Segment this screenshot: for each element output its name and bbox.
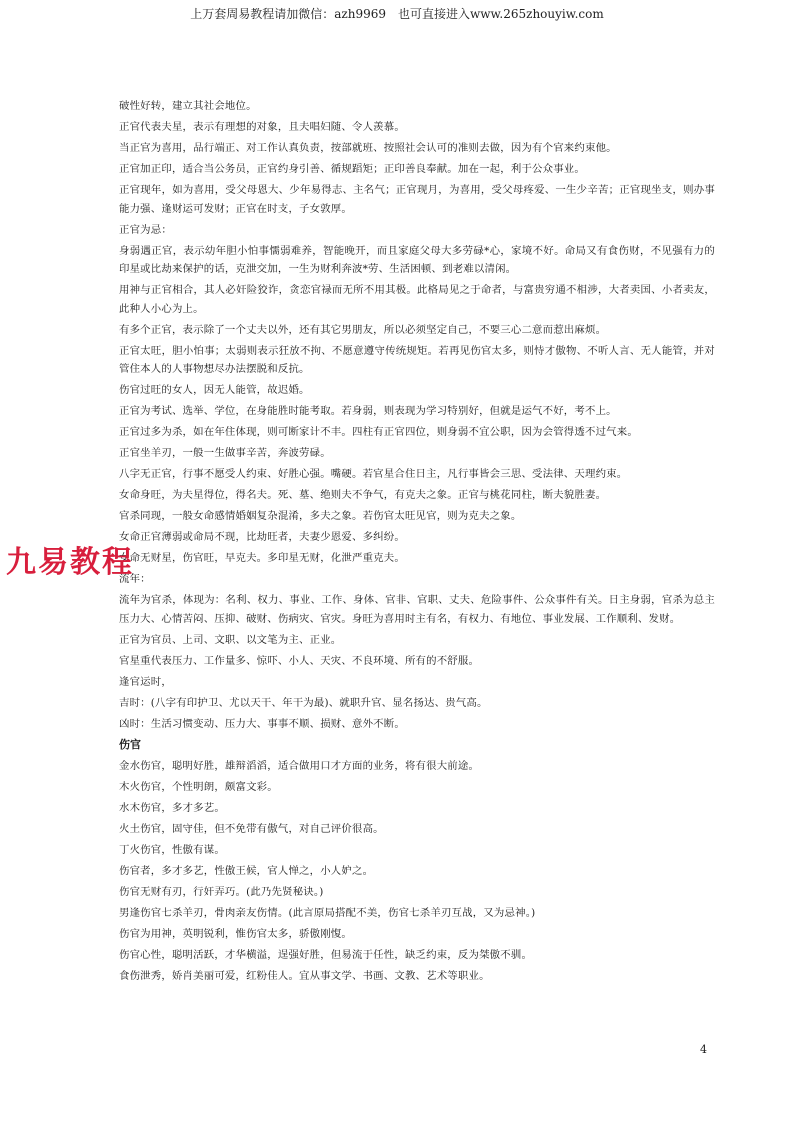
page-header: 上万套周易教程请加微信：azh9969 也可直接进入www.265zhouyiw.com: [190, 7, 604, 21]
paragraph: 逢官运时，: [119, 675, 172, 688]
paragraph: 八字无正官，行事不愿受人约束、好胜心强。嘴硬。若官星合住日主，凡行事皆会三思、受法律、天理约束。: [119, 468, 628, 480]
paragraph: 伤官无财有刃，行奸弄巧。(此乃先贤秘诀。): [119, 885, 324, 898]
paragraph: 伤官者，多才多艺，性傲王候，官人惮之，小人妒之。: [119, 864, 374, 877]
paragraph: 伤官过旺的女人，因无人能管，故迟婚。: [119, 384, 310, 396]
paragraph: 有多个正官，表示除了一个丈夫以外，还有其它男朋友，所以必须坚定自己，不要三心二意而惹出麻烦。: [119, 323, 607, 336]
paragraph: 破性好转，建立其社会地位。: [119, 100, 257, 112]
paragraph: 正官现年，如为喜用，受父母恩大、少年易得志、主名气；正官现月，为喜用，受父母疼爱、一生少辛苦；正官现坐支，则办事能力强、逢财运可发财；正官在时支，子女敦厚。: [119, 184, 715, 215]
paragraph: 用神与正官相合，其人必奸险狡诈，贪恋官禄而无所不用其极。此格局见之于命者，与富贵穷通不相涉，大者卖国、小者卖友，此种人小心为上。: [119, 284, 715, 315]
paragraph: 伤官为用神，英明锐利，惟伤官太多，骄傲刚愎。: [119, 927, 352, 940]
paragraph: 正官为官员、上司、文职、以文笔为主、正业。: [119, 633, 342, 646]
paragraph: 流年为官杀，体现为：名利、权力、事业、工作、身体、官非、官职、丈夫、危险事件、公众事件有关。日主身弱，官杀为总主压力大、心情苦闷、压抑、破财、伤病灾、官灾。身旺为喜用时主有名，有权力、有地位、事业发展、工作顺利、发财。: [119, 594, 715, 625]
paragraph: 当正官为喜用，品行端正、对工作认真负责，按部就班、按照社会认可的准则去做，因为有个官来约束他。: [119, 142, 617, 154]
paragraph: 流年：: [119, 573, 151, 585]
paragraph: 水木伤官，多才多艺。: [119, 801, 225, 814]
paragraph: 金水伤官，聪明好胜，雄辩滔滔，适合做用口才方面的业务，将有很大前途。: [119, 759, 480, 772]
paragraph: 正官为考试、选举、学位，在身能胜时能考取。若身弱，则表现为学习特别好，但就是运气不好，考不上。: [119, 405, 617, 417]
paragraph: 正官太旺，胆小怕事；太弱则表示狂放不拘、不愿意遵守传统规矩。若再见伤官太多，则恃才傲物、不听人言、无人能管，并对管住本人的人事物想尽办法摆脱和反抗。: [119, 344, 715, 375]
paragraph: 正官过多为杀，如在年住体现，则可断家计不丰。四柱有正官四位，则身弱不宜公职，因为会管得透不过气来。: [119, 426, 638, 438]
paragraph: 女命身旺，为夫星得位，得名夫。死、墓、绝则夫不争气，有克夫之象。正官与桃花同柱，断夫貌胜妻。: [119, 489, 607, 501]
paragraph: 官杀同现，一般女命感情婚姻复杂混淆，多夫之象。若伤官太旺见官，则为克夫之象。: [119, 510, 522, 522]
paragraph: 火土伤官，固守佳，但不免带有傲气，对自己评价很高。: [119, 822, 384, 835]
paragraph: 身弱遇正官，表示幼年胆小怕事懦弱难养，智能晚开，而且家庭父母大多劳碌*心，家境不好。命局又有食伤财，不见强有力的印星或比劫来保护的话，克泄交加，一生为财利奔波*劳、生活困顿、到老难以清闲。: [119, 244, 715, 275]
paragraph: 正官为忌：: [119, 223, 172, 236]
document-body: [119, 97, 715, 988]
watermark-logo: 九易教程: [6, 545, 134, 580]
paragraph: 正官代表夫星，表示有理想的对象，且夫唱妇随、令人羡慕。: [119, 121, 405, 133]
paragraph: 正官加正印，适合当公务员，正官约身引善、循规蹈矩；正印善良奉献。加在一起，利于公众事业。: [119, 163, 585, 175]
paragraph: 吉时：(八字有印护卫、尤以天干、年干为最)、就职升官、显名扬达、贵气高。: [119, 696, 488, 709]
paragraph: 木火伤官，个性明朗，颇富文彩。: [119, 780, 278, 793]
paragraph: 食伤泄秀，娇肖美丽可爱，红粉佳人。宜从事文学、书画、文教、艺术等职业。: [119, 969, 490, 982]
section-heading: 伤官: [119, 737, 141, 751]
paragraph: 女命正官薄弱或命局不现，比劫旺者，夫妻少恩爱、多纠纷。: [119, 531, 405, 543]
paragraph: 官星重代表压力、工作量多、惊吓、小人、天灾、不良环境、所有的不舒服。: [119, 654, 480, 667]
paragraph: 男逢伤官七杀羊刃，骨肉亲友伤情。(此言原局搭配不美，伤官七杀羊刃互战，又为忌神。): [119, 906, 536, 919]
paragraph: 丁火伤官，性傲有谋。: [119, 843, 225, 856]
paragraph: 伤官心性，聪明活跃，才华横溢，逞强好胜，但易流于任性，缺乏约束，反为桀傲不驯。: [119, 948, 533, 961]
page-number: 4: [700, 1043, 707, 1056]
paragraph: 正官坐羊刃，一般一生做事辛苦，奔波劳碌。: [119, 447, 331, 459]
paragraph: 女命无财星，伤官旺，早克夫。多印星无财，化泄严重克夫。: [119, 552, 405, 564]
paragraph: 凶时：生活习惯变动、压力大、事事不顺、损财、意外不断。: [119, 717, 405, 730]
